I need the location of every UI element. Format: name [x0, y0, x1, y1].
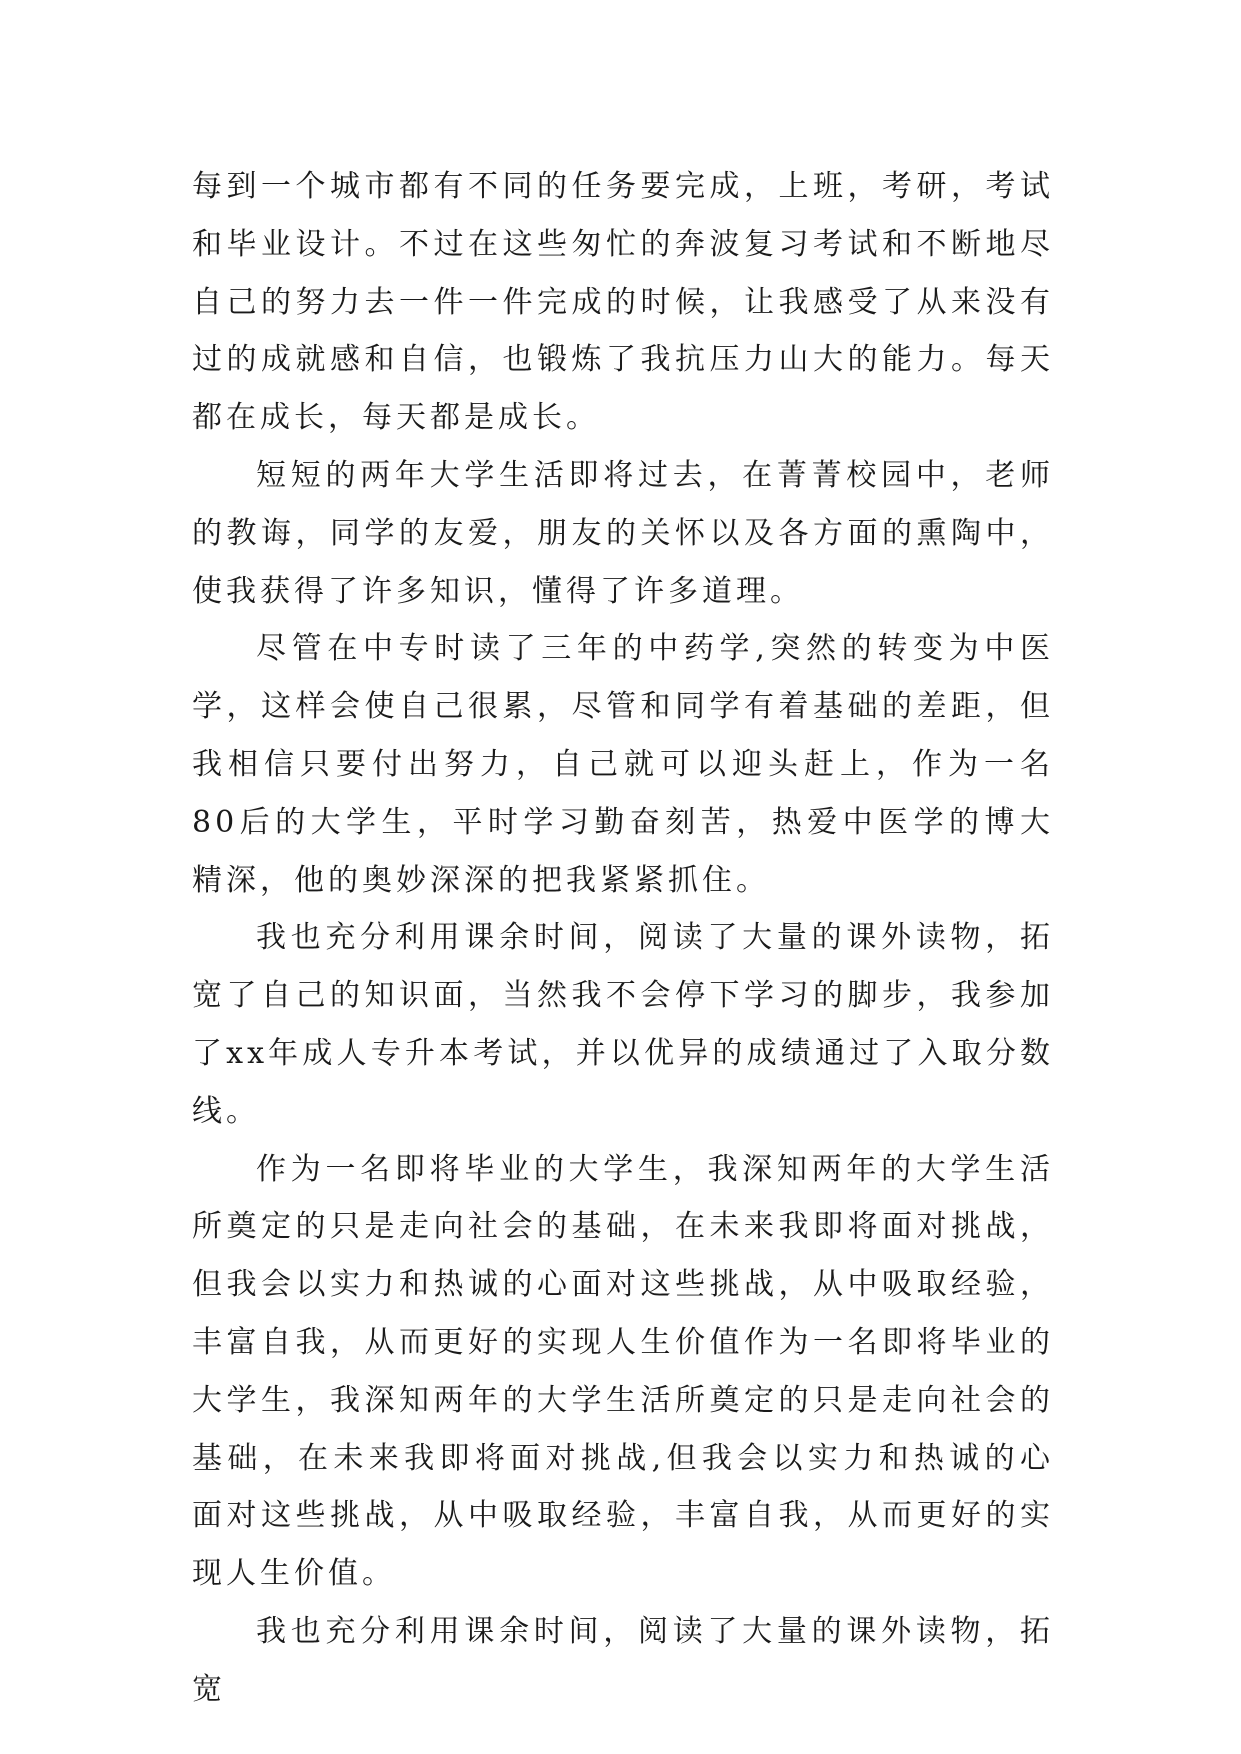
- paragraph-5: 作为一名即将毕业的大学生，我深知两年的大学生活所奠定的只是走向社会的基础，在未来我即将面对挑战，但我会以实力和热诚的心面对这些挑战，从中吸取经验，丰富自我，从而更好的实现人生价值作为一名即将毕业的大学生，我深知两年的大学生活所奠定的只是走向社会的基础，在未来我即将面对挑战,但我会以实力和热诚的心面对这些挑战，从中吸取经验，丰富自我，从而更好的实现人生价值。: [192, 1151, 1054, 1592]
- document-body: [192, 158, 1054, 1719]
- paragraph-1: 每到一个城市都有不同的任务要完成，上班，考研，考试和毕业设计。不过在这些匆忙的奔波复习考试和不断地尽自己的努力去一件一件完成的时候，让我感受了从来没有过的成就感和自信，也锻炼了我抗压力山大的能力。每天都在成长，每天都是成长。: [192, 169, 1054, 436]
- paragraph-3: 尽管在中专时读了三年的中药学,突然的转变为中医学，这样会使自己很累，尽管和同学有着基础的差距，但我相信只要付出努力，自己就可以迎头赶上，作为一名80后的大学生，平时学习勤奋刻苦，热爱中医学的博大精深，他的奥妙深深的把我紧紧抓住。: [192, 631, 1054, 898]
- paragraph-2: 短短的两年大学生活即将过去，在菁菁校园中，老师的教诲，同学的友爱，朋友的关怀以及各方面的熏陶中，使我获得了许多知识，懂得了许多道理。: [192, 457, 1054, 609]
- paragraph-4: 我也充分利用课余时间，阅读了大量的课外读物，拓宽了自己的知识面，当然我不会停下学习的脚步，我参加了xx年成人专升本考试，并以优异的成绩通过了入取分数线。: [192, 920, 1054, 1129]
- paragraph-6: 我也充分利用课余时间，阅读了大量的课外读物，拓宽: [192, 1613, 1054, 1707]
